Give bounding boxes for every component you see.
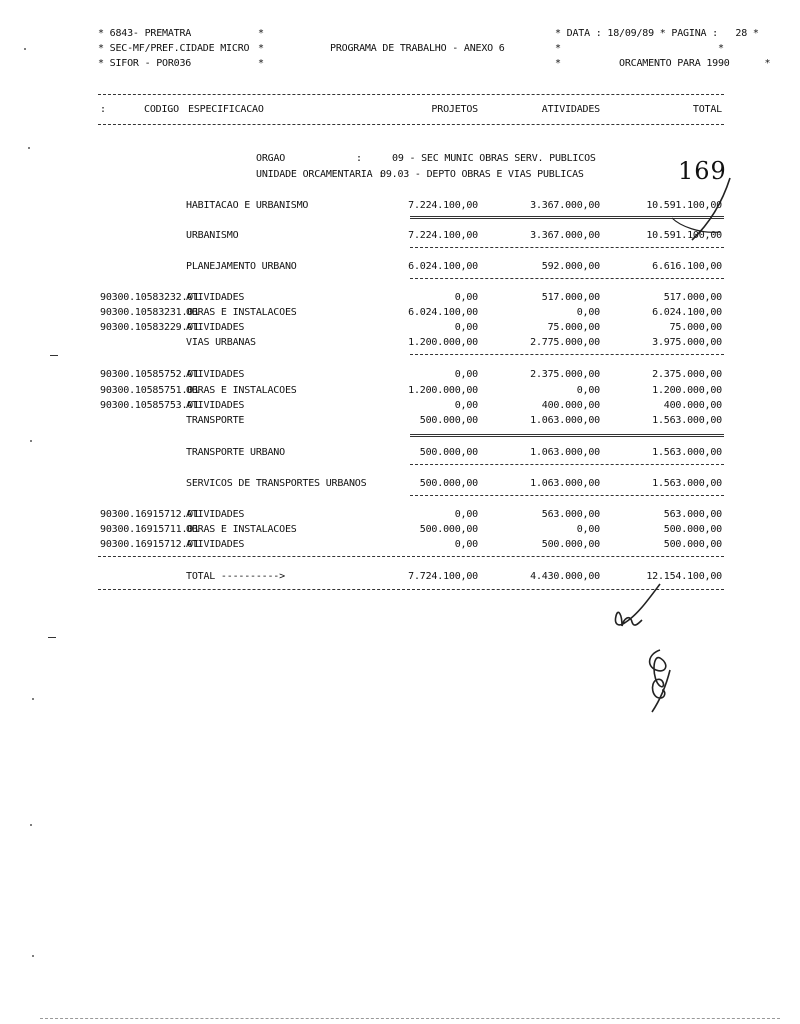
row-code: 90300.16915712.01 [100,539,199,550]
row-desc: OBRAS E INSTALACOES [186,524,297,535]
total-label: TOTAL ----------> [186,571,285,582]
row-desc: ATIVIDADES [186,292,245,303]
unidade-value: 09.03 - DEPTO OBRAS E VIAS PUBLICAS [380,169,584,180]
double-rule [410,434,724,437]
row-desc: TRANSPORTE URBANO [186,447,285,458]
row-desc: URBANISMO [186,230,239,241]
total-atividades: 4.430.000,00 [530,571,600,582]
subtotal-rule [410,354,724,355]
row-projetos: 6.024.100,00 [408,307,478,318]
budget-year-line: * ORCAMENTO PARA 1990 * [555,58,771,69]
unidade-label: UNIDADE ORCAMENTARIA : [256,169,385,180]
header-star: * [258,58,264,69]
row-code: 90300.10585752.01 [100,369,199,380]
col-header-codigo: CODIGO [144,104,179,115]
row-atividades: 2.775.000,00 [530,337,600,348]
program-title: PROGRAMA DE TRABALHO - ANEXO 6 [330,43,505,54]
row-desc: VIAS URBANAS [186,337,256,348]
orgao-label: ORGAO [256,153,286,164]
col-header-especificacao: ESPECIFICACAO [188,104,264,115]
row-projetos: 0,00 [454,400,478,411]
row-projetos: 0,00 [454,539,478,550]
row-projetos: 7.224.100,00 [408,230,478,241]
row-projetos: 0,00 [454,292,478,303]
row-total: 500.000,00 [663,524,722,535]
subtotal-rule [410,278,724,279]
header-system-line-1: * 6843- PREMATRA [98,28,192,39]
header-star: * [555,43,561,54]
subtotal-rule [410,464,724,465]
header-star: * [258,28,264,39]
scan-speck [28,147,30,149]
header-star: * [718,43,724,54]
row-atividades: 400.000,00 [541,400,600,411]
row-projetos: 500.000,00 [419,478,478,489]
row-code: 90300.16915711.01 [100,524,199,535]
row-total: 75.000,00 [669,322,722,333]
column-header-top-rule [98,94,724,95]
row-code: 90300.10585753.01 [100,400,199,411]
col-header-atividades: ATIVIDADES [541,104,600,115]
row-projetos: 6.024.100,00 [408,261,478,272]
scan-bottom-edge [40,1018,780,1019]
row-projetos: 1.200.000,00 [408,337,478,348]
row-total: 517.000,00 [663,292,722,303]
row-code: 90300.16915712.01 [100,509,199,520]
row-total: 2.375.000,00 [652,369,722,380]
total-projetos: 7.724.100,00 [408,571,478,582]
row-desc: SERVICOS DE TRANSPORTES URBANOS [186,478,367,489]
row-desc: ATIVIDADES [186,322,245,333]
row-projetos: 0,00 [454,509,478,520]
page-number-stamp: 169 [678,157,727,185]
row-projetos: 500.000,00 [419,415,478,426]
col-header-border: : [100,104,106,115]
orgao-separator: : [356,153,362,164]
scan-speck [32,955,34,957]
col-header-projetos: PROJETOS [431,104,478,115]
row-desc: PLANEJAMENTO URBANO [186,261,297,272]
orgao-value: 09 - SEC MUNIC OBRAS SERV. PUBLICOS [392,153,596,164]
scan-speck [32,698,34,700]
handwritten-signature [630,640,690,720]
row-atividades: 592.000,00 [541,261,600,272]
total-top-rule [98,556,724,557]
row-desc: OBRAS E INSTALACOES [186,307,297,318]
row-projetos: 0,00 [454,322,478,333]
row-total: 500.000,00 [663,539,722,550]
row-total: 1.200.000,00 [652,385,722,396]
row-atividades: 1.063.000,00 [530,447,600,458]
row-atividades: 517.000,00 [541,292,600,303]
row-total: 1.563.000,00 [652,447,722,458]
row-total: 6.024.100,00 [652,307,722,318]
col-header-total: TOTAL [692,104,722,115]
row-desc: ATIVIDADES [186,539,245,550]
row-total: 3.975.000,00 [652,337,722,348]
row-projetos: 7.224.100,00 [408,200,478,211]
row-projetos: 500.000,00 [419,447,478,458]
subtotal-rule [410,495,724,496]
row-projetos: 1.200.000,00 [408,385,478,396]
scan-speck [50,355,58,356]
row-code: 90300.10585751.01 [100,385,199,396]
row-code: 90300.10583231.01 [100,307,199,318]
row-total: 563.000,00 [663,509,722,520]
row-total: 6.616.100,00 [652,261,722,272]
row-projetos: 500.000,00 [419,524,478,535]
row-total: 10.591.100,00 [646,200,722,211]
row-atividades: 0,00 [576,524,600,535]
row-code: 90300.10583232.01 [100,292,199,303]
date-page-line: * DATA : 18/09/89 * PAGINA : 28 * [555,28,759,39]
row-desc: HABITACAO E URBANISMO [186,200,309,211]
scan-speck [30,440,32,442]
row-total: 400.000,00 [663,400,722,411]
scan-speck [30,824,32,826]
row-atividades: 3.367.000,00 [530,230,600,241]
row-atividades: 0,00 [576,307,600,318]
header-system-line-2: * SEC-MF/PREF.CIDADE MICRO [98,43,250,54]
row-atividades: 0,00 [576,385,600,396]
row-desc: TRANSPORTE [186,415,245,426]
row-atividades: 563.000,00 [541,509,600,520]
row-total: 1.563.000,00 [652,478,722,489]
row-atividades: 1.063.000,00 [530,415,600,426]
row-projetos: 0,00 [454,369,478,380]
row-desc: ATIVIDADES [186,400,245,411]
scan-speck [24,48,26,50]
row-desc: ATIVIDADES [186,509,245,520]
row-atividades: 1.063.000,00 [530,478,600,489]
row-atividades: 75.000,00 [547,322,600,333]
row-total: 10.591.100,00 [646,230,722,241]
row-total: 1.563.000,00 [652,415,722,426]
row-code: 90300.10583229.01 [100,322,199,333]
header-star: * [258,43,264,54]
row-atividades: 500.000,00 [541,539,600,550]
scan-speck [48,637,56,638]
total-total: 12.154.100,00 [646,571,722,582]
row-desc: ATIVIDADES [186,369,245,380]
row-atividades: 3.367.000,00 [530,200,600,211]
header-system-line-3: * SIFOR - POR036 [98,58,192,69]
handwritten-slash-mark [610,168,750,268]
row-desc: OBRAS E INSTALACOES [186,385,297,396]
row-atividades: 2.375.000,00 [530,369,600,380]
column-header-bottom-rule [98,124,724,125]
